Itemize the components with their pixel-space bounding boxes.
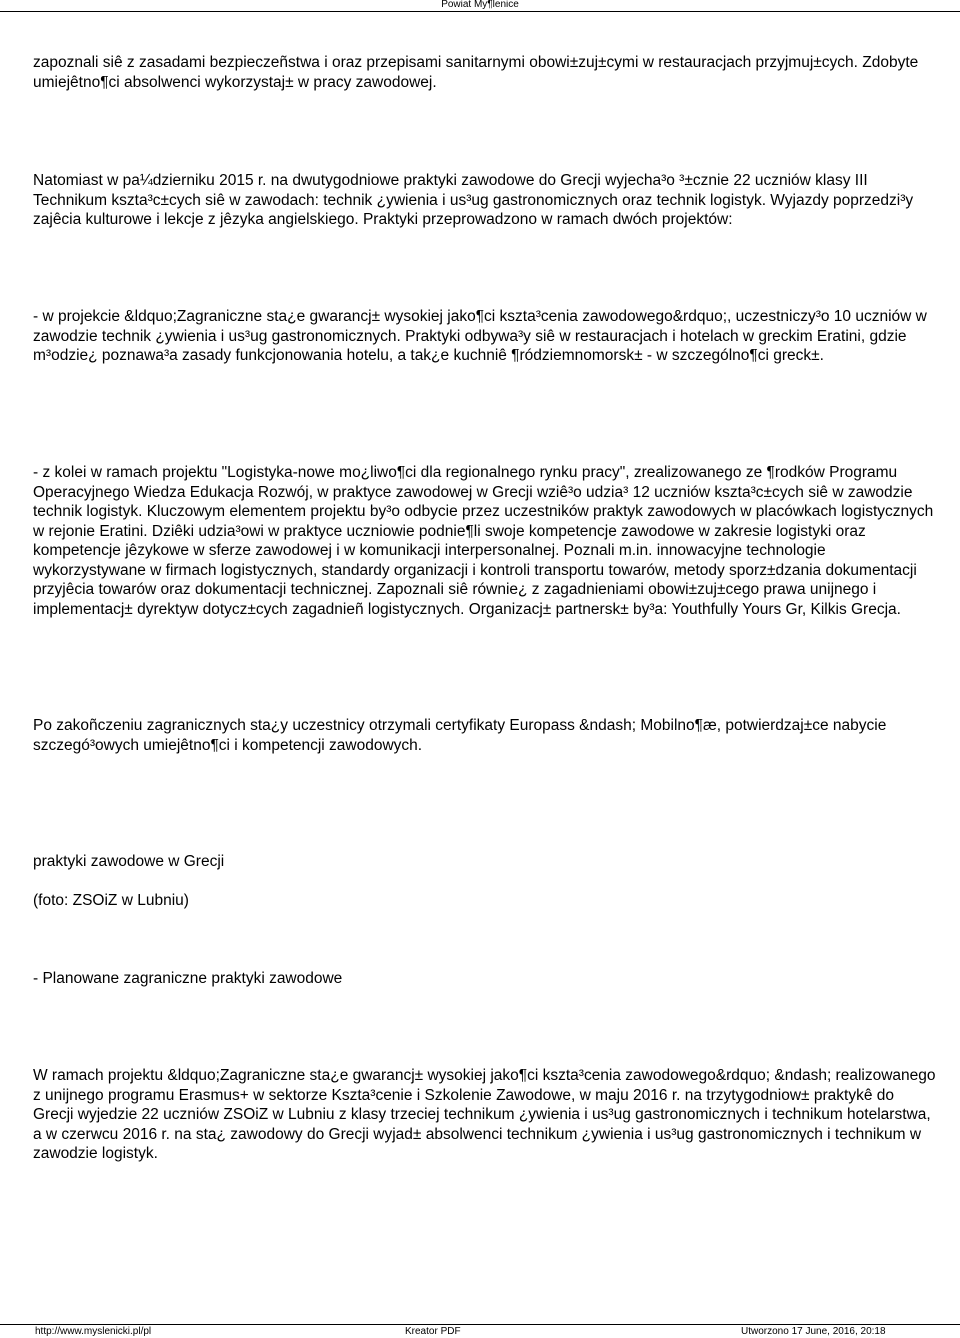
paragraph-project-1: - w projekcie &ldquo;Zagraniczne sta¿e gwarancj± wysokiej jako¶ci kszta³cenia zawodowego&rdquo;, uczestniczy³o 10 uczniów w zawodzie technik ¿ywienia i us³ug gastronomicznych. Praktyki odbywa³y siê w restauracjach i hotelach w greckim Eratini, gdzie m³odzie¿ poznawa³a zasady funkcjonowania hotelu, a tak¿e kuchniê ¶ródziemnomorsk± - w szczególno¶ci greck±.	[33, 308, 927, 364]
paragraph-project-2: - z kolei w ramach projektu "Logistyka-nowe mo¿liwo¶ci dla regionalnego rynku pracy", zrealizowanego ze ¶rodków Programu Operacyjnego Wiedza Edukacja Rozwój, w praktyce zawodowej w Grecji wziê³o udzia³ 12 uczniów kszta³c±cych siê w zawodzie technik logistyk. Kluczowym elementem projektu by³o odbycie przez uczestników praktyk zawodowych w placówkach logistycznych w rejonie Eratini. Dziêki udzia³owi w praktyce uczniowie podnie¶li swoje kompetencje zawodowe w zakresie logistyki oraz kompetencje jêzykowe w sferze zawodowej i w komunikacji interpersonalnej. Poznali m.in. innowacyjne technologie wykorzystywane w firmach logistycznych, standardy organizacji i kontroli transportu towarów, metody sporz±dzania dokumentacji przyjêcia towarów oraz dokumentacji technicznej. Zapoznali siê równie¿ z zagadnieniami obowi±zuj±cego prawa unijnego i implementacj± dyrektyw dotycz±cych zagadnieñ logistycznych. Organizacj± partnersk± by³a: Youthfully Yours Gr, Kilkis Grecja.	[33, 464, 934, 618]
section-heading-planned: - Planowane zagraniczne praktyki zawodowe	[33, 970, 343, 987]
footer-divider	[0, 1324, 960, 1325]
header-title: Powiat My¶lenice	[441, 0, 519, 10]
page-footer	[0, 1326, 960, 1338]
paragraph-october: Natomiast w pa¼dzierniku 2015 r. na dwutygodniowe praktyki zawodowe do Grecji wyjecha³o ³±cznie 22 uczniów klasy III Technikum kszta³c±cych siê w zawodach: technik ¿ywienia i us³ug gastronomicznych oraz technik logistyk. Wyjazdy poprzedzi³y zajêcia kulturowe i lekcje z jêzyka angielskiego. Praktyki przeprowadzono w ramach dwóch projektów:	[33, 172, 914, 228]
footer-url: http://www.myslenicki.pl/pl	[35, 1326, 152, 1337]
paragraph-planned: W ramach projektu &ldquo;Zagraniczne sta¿e gwarancj± wysokiej jako¶ci kszta³cenia zawodowego&rdquo; &ndash; realizowanego z unijnego programu Erasmus+ w sektorze Kszta³cenie i Szkolenie Zawodowe, w maju 2016 r. na trzytygodniow± praktykê do Grecji wyjedzie 22 uczniów ZSOiZ w Lubniu z klasy trzeciej technikum ¿ywienia i us³ug gastronomicznych i technikum hotelarstwa, a w czerwcu 2016 r. na sta¿ zawodowy do Grecji wyjad± absolwenci technikum ¿ywienia i us³ug gastronomicznych i technikum w zawodzie logistyk.	[33, 1067, 936, 1162]
header-divider	[0, 11, 960, 12]
footer-created: Utworzono 17 June, 2016, 20:18	[741, 1326, 886, 1337]
footer-generator: Kreator PDF	[405, 1326, 461, 1337]
paragraph-certificates: Po zakoñczeniu zagranicznych sta¿y uczestnicy otrzymali certyfikaty Europass &ndash; Mobilno¶æ, potwierdzaj±ce nabycie szczegó³owych umiejêtno¶ci i kompetencji zawodowych.	[33, 717, 887, 754]
photo-credit: (foto: ZSOiZ w Lubniu)	[33, 892, 189, 909]
paragraph-intro: zapoznali siê z zasadami bezpieczeñstwa i oraz przepisami sanitarnymi obowi±zuj±cymi w restauracjach przyjmuj±cych. Zdobyte umiejêtno¶ci absolwenci wykorzystaj± w pracy zawodowej.	[33, 54, 919, 91]
photo-caption: praktyki zawodowe w Grecji	[33, 853, 225, 870]
